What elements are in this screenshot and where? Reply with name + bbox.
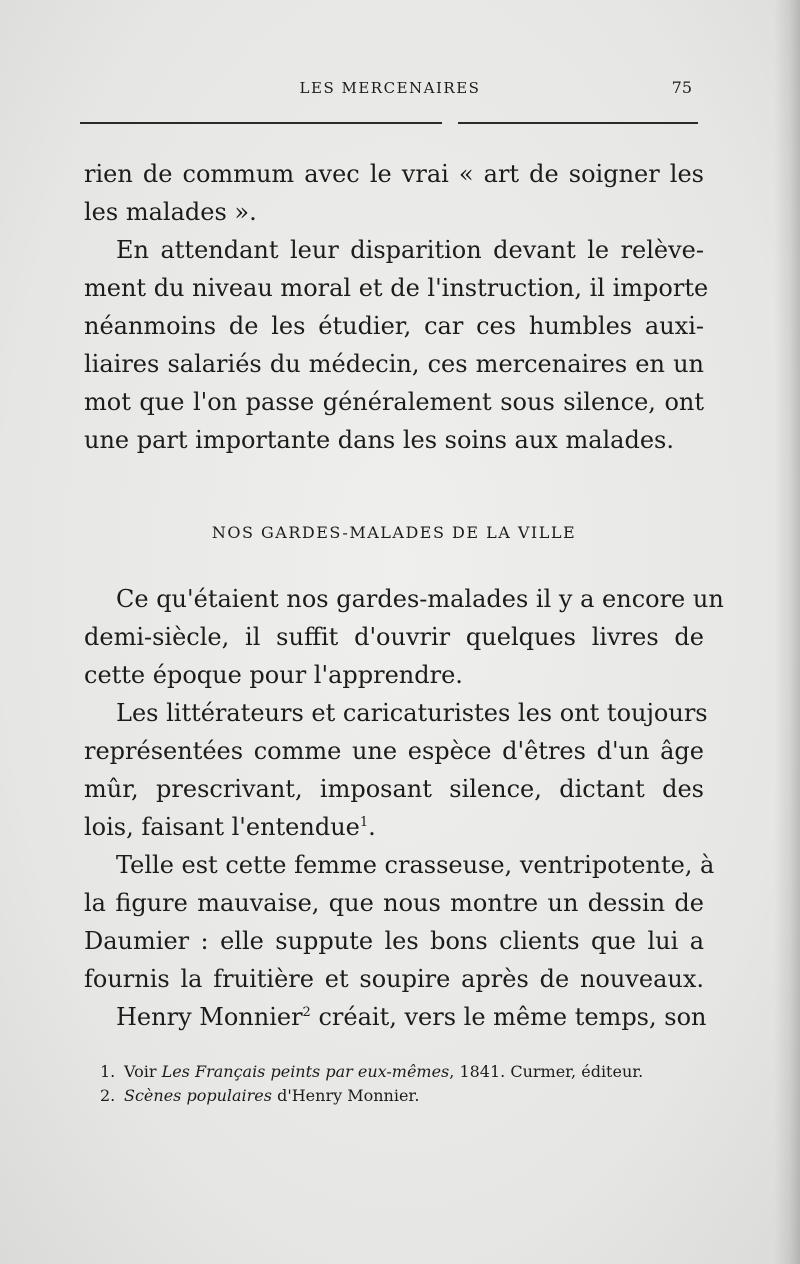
text-line: une part importante dans les soins aux malades.: [84, 426, 675, 454]
section-heading: NOS GARDES-MALADES DE LA VILLE: [211, 523, 577, 542]
text-line-content: lois, faisant l'entendue: [84, 813, 360, 841]
text-line: ment du niveau moral et de l'instruction, il importe: [84, 274, 709, 302]
text-line-content: Henry Monnier: [116, 1003, 303, 1031]
text-line: rien de commum avec le vrai « art de soigner les: [84, 160, 704, 188]
paragraph-block-main: [84, 580, 724, 1036]
footnotes: [100, 1060, 710, 1108]
text-line: lois, faisant l'entendue$^1$.: [84, 813, 376, 841]
footnote-number: 2.: [100, 1086, 116, 1105]
text-line: liaires salariés du médecin, ces mercenaires en un: [84, 350, 704, 378]
text-line: les malades ».: [84, 198, 257, 226]
page-edge-shadow: [774, 0, 800, 1264]
paragraph-block-intro: [84, 155, 709, 459]
footnote-1: [100, 1060, 710, 1084]
text-line: la figure mauvaise, que nous montre un dessin de: [84, 889, 704, 917]
text-line: Les littérateurs et caricaturistes les ont toujours: [116, 699, 708, 727]
footnote-ref: 2: [302, 1005, 311, 1020]
text-line: néanmoins de les étudier, car ces humbles auxi-: [84, 312, 704, 340]
footnote-title: Scènes populaires: [124, 1086, 272, 1105]
footnote-number: 1.: [100, 1062, 116, 1081]
text-line: cette époque pour l'apprendre.: [84, 661, 463, 689]
text-line: Daumier : elle suppute les bons clients que lui a: [84, 927, 704, 955]
text-line-content: créait, vers le même temps, son: [318, 1003, 707, 1031]
footnote-ref: 1: [359, 815, 369, 830]
text-line: mûr, prescrivant, imposant silence, dictant des: [84, 775, 704, 803]
footnote-2: [100, 1084, 710, 1108]
header-rule-left: [80, 122, 442, 124]
footnote-text: , 1841. Curmer, éditeur.: [449, 1062, 644, 1081]
footnote-text: Voir: [124, 1062, 157, 1081]
text-line: représentées comme une espèce d'êtres d'un âge: [84, 737, 704, 765]
page-number: 75: [671, 78, 692, 97]
footnote-text: d'Henry Monnier.: [271, 1086, 420, 1105]
running-head: [82, 76, 698, 100]
text-line: [84, 998, 707, 1036]
running-title: LES MERCENAIRES: [299, 79, 481, 97]
header-rule-right: [458, 122, 698, 124]
text-line: demi-siècle, il suffit d'ouvrir quelques livres de: [84, 623, 704, 651]
text-line: fournis la fruitière et soupire après de nouveaux.: [84, 965, 704, 993]
footnote-title: Les Français peints par eux-mêmes: [161, 1062, 450, 1081]
text-line: En attendant leur disparition devant le relève-: [116, 236, 704, 264]
text-line: Telle est cette femme crasseuse, ventripotente, à: [116, 851, 715, 879]
text-line: mot que l'on passe généralement sous silence, ont: [84, 388, 704, 416]
text-line: Ce qu'étaient nos gardes-malades il y a encore un: [116, 585, 724, 613]
